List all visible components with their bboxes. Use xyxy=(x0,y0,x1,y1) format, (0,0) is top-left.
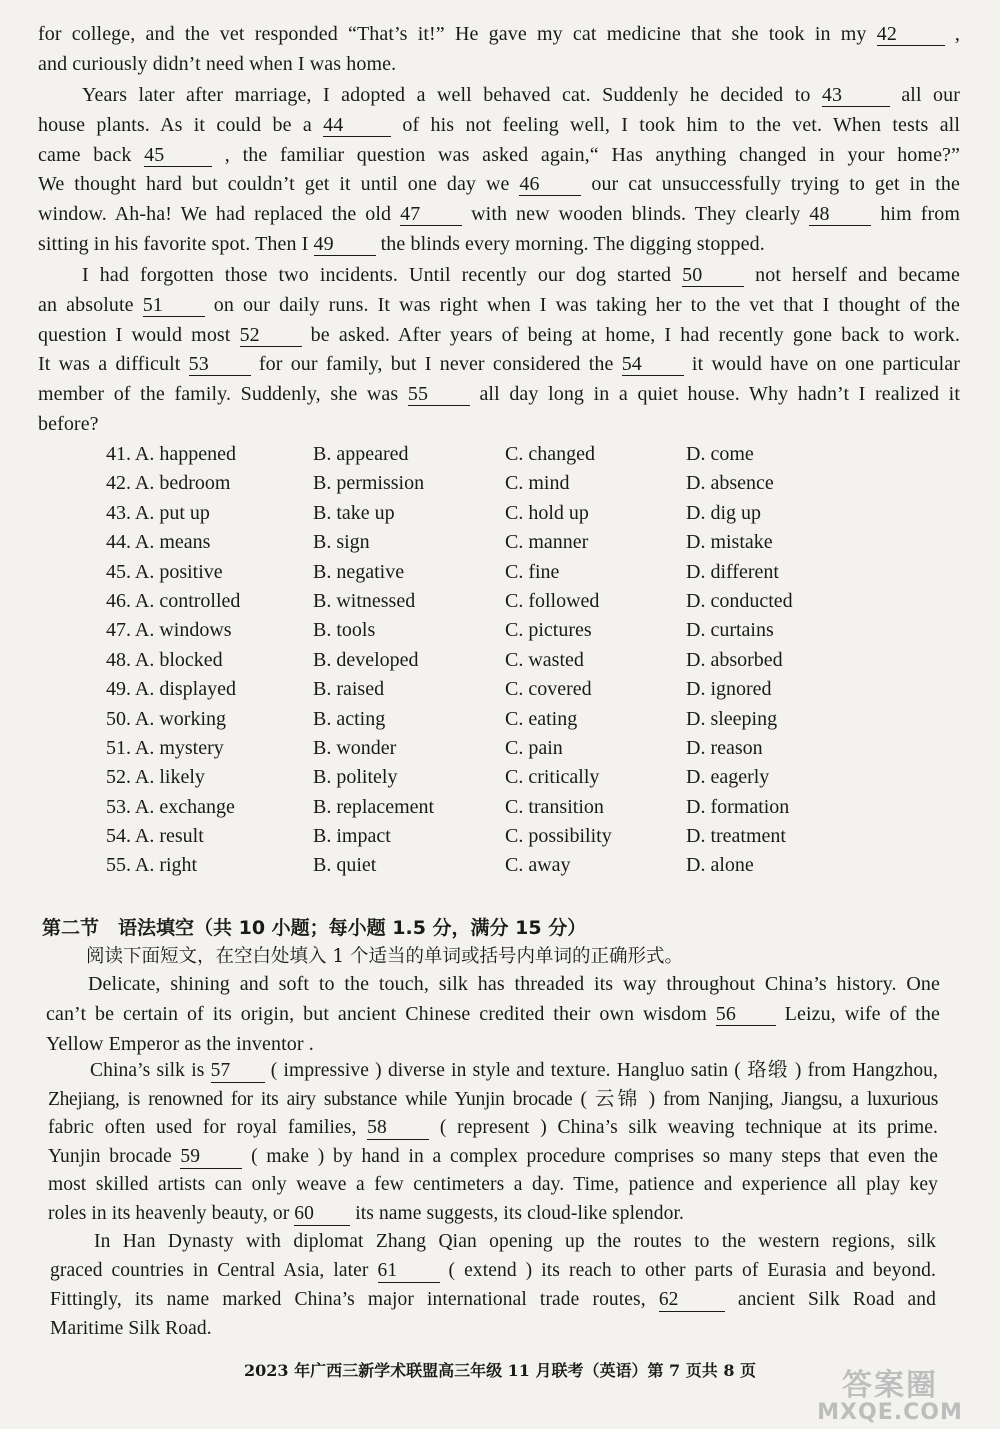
blank-47: 47 xyxy=(400,203,462,226)
text-line: Yunjin brocade 59 ( make ) by hand in a complex procedure comprises so many steps that even the xyxy=(48,1145,938,1167)
blank-50: 50 xyxy=(682,264,744,287)
blank-59: 59 xyxy=(180,1146,242,1169)
blank-54: 54 xyxy=(622,353,684,376)
text-line: can’t be certain of its origin, but ancient Chinese credited their own wisdom 56 Leizu, wife of the xyxy=(46,1002,940,1025)
option-row-43: 43. A. put up B. take up C. hold up D. dig up xyxy=(106,501,761,524)
blank-61: 61 xyxy=(378,1260,440,1283)
option-row-54: 54. A. result B. impact C. possibility D. treatment xyxy=(106,825,786,848)
grammar-paragraph-1 xyxy=(46,970,940,1059)
text-line: an absolute 51 on our daily runs. It was right when I was taking her to the vet that I thought of the xyxy=(38,293,960,316)
text-line: roles in its heavenly beauty, or 60 its name suggests, its cloud-like splendor. xyxy=(48,1202,684,1224)
answer-options-table xyxy=(106,443,966,884)
grammar-paragraph-3 xyxy=(50,1227,936,1343)
option-row-41: 41. A. happened B. appeared C. changed D. come xyxy=(106,443,754,465)
text-line: Years later after marriage, I adopted a well behaved cat. Suddenly he decided to 43 all our xyxy=(82,84,960,106)
text-line: and curiously didn’t need when I was home. xyxy=(38,52,397,75)
text-line: house plants. As it could be a 44 of his not feeling well, I took him to the vet. When tests all xyxy=(38,113,960,136)
option-row-44: 44. A. means B. sign C. manner D. mistake xyxy=(106,531,773,554)
blank-45: 45 xyxy=(144,144,212,167)
blank-51: 51 xyxy=(143,294,205,317)
option-row-47: 47. A. windows B. tools C. pictures D. curtains xyxy=(106,619,774,642)
option-row-53: 53. A. exchange B. replacement C. transition D. formation xyxy=(106,795,790,818)
text-line: Zhejiang, is renowned for its airy substance while Yunjin brocade ( 云锦 ) from Nanjing, Jiangsu, a luxurious xyxy=(48,1088,938,1110)
text-line: I had forgotten those two incidents. Until recently our dog started 50 not herself and became xyxy=(82,264,960,286)
text-line: for college, and the vet responded “That’s it!” He gave my cat medicine that she took in my 42 , xyxy=(38,23,960,45)
option-row-50: 50. A. working B. acting C. eating D. sleeping xyxy=(106,707,778,730)
watermark-logo xyxy=(800,1360,980,1425)
grammar-paragraph-2 xyxy=(48,1057,938,1228)
option-row-46: 46. A. controlled B. witnessed C. followed D. conducted xyxy=(106,589,793,612)
option-row-51: 51. A. mystery B. wonder C. pain D. reason xyxy=(106,736,763,759)
text-line: most skilled artists can only weave a few centimeters a day. Time, patience and experience all play key xyxy=(48,1174,938,1195)
text-line: member of the family. Suddenly, she was 55 all day long in a quiet house. Why hadn’t I realized it xyxy=(38,383,960,406)
passage-paragraph-3 xyxy=(38,261,960,440)
option-row-45: 45. A. positive B. negative C. fine D. different xyxy=(106,560,779,583)
option-row-42: 42. A. bedroom B. permission C. mind D. absence xyxy=(106,472,774,495)
text-line: In Han Dynasty with diplomat Zhang Qian opening up the routes to the western regions, silk xyxy=(94,1231,936,1252)
text-line: Fittingly, its name marked China’s major international trade routes, 62 ancient Silk Road and xyxy=(50,1289,937,1310)
blank-55: 55 xyxy=(408,383,470,406)
section-title: 第二节 语法填空（共 10 小题；每小题 1.5 分，满分 15 分） xyxy=(42,917,587,939)
option-row-52: 52. A. likely B. politely C. critically D. eagerly xyxy=(106,766,770,789)
option-row-49: 49. A. displayed B. raised C. covered D. ignored xyxy=(106,678,772,701)
blank-53: 53 xyxy=(189,353,251,376)
blank-56: 56 xyxy=(716,1003,776,1026)
text-line: sitting in his favorite spot. Then I 49 the blinds every morning. The digging stopped. xyxy=(38,232,765,255)
blank-42: 42 xyxy=(877,23,945,46)
text-line: China’s silk is 57 ( impressive ) diverse in style and texture. Hangluo satin ( 珞缎 ) from Hangzhou, xyxy=(90,1060,938,1081)
text-line: fabric often used for royal families, 58 ( represent ) China’s silk weaving technique at its prime. xyxy=(48,1117,938,1138)
blank-62: 62 xyxy=(659,1289,725,1312)
page-footer: 2023 年广西三新学术联盟高三年级 11 月联考（英语）第 7 页共 8 页 xyxy=(243,1361,757,1380)
text-line: window. Ah-ha! We had replaced the old 47 with new wooden blinds. They clearly 48 him from xyxy=(38,203,960,226)
blank-48: 48 xyxy=(809,203,871,226)
blank-52: 52 xyxy=(240,324,302,347)
blank-58: 58 xyxy=(367,1117,429,1140)
text-line: Delicate, shining and soft to the touch, silk has threaded its way throughout China’s history. One xyxy=(88,973,940,995)
blank-49: 49 xyxy=(314,233,376,256)
blank-44: 44 xyxy=(323,114,391,137)
blank-46: 46 xyxy=(519,173,581,196)
text-line: question I would most 52 be asked. After years of being at home, I had recently gone back to work. xyxy=(38,323,960,346)
text-line: Yellow Emperor as the inventor . xyxy=(46,1032,314,1055)
text-line: We thought hard but couldn’t get it until one day we 46 our cat unsuccessfully trying to get in the xyxy=(38,173,960,196)
text-line: graced countries in Central Asia, later 61 ( extend ) its reach to other parts of Eurasia and beyond. xyxy=(50,1260,936,1281)
watermark-url: MXQE.COM xyxy=(817,1400,963,1425)
text-line: Maritime Silk Road. xyxy=(50,1318,212,1339)
passage-paragraph-1 xyxy=(38,20,960,80)
passage-paragraph-2 xyxy=(38,81,960,260)
blank-60: 60 xyxy=(294,1203,350,1226)
option-row-55: 55. A. right B. quiet C. away D. alone xyxy=(106,854,754,877)
text-line: before? xyxy=(38,412,99,435)
text-line: It was a difficult 53 for our family, but I never considered the 54 it would have on one particular xyxy=(38,353,960,376)
blank-43: 43 xyxy=(822,84,890,107)
option-row-48: 48. A. blocked B. developed C. wasted D. absorbed xyxy=(106,648,783,671)
watermark-logo-text: 答案圈 xyxy=(842,1368,938,1403)
section-instruction: 阅读下面短文，在空白处填入 1 个适当的单词或括号内单词的正确形式。 xyxy=(86,946,684,967)
text-line: came back 45 , the familiar question was asked again,“ Has anything changed in your home?” xyxy=(38,143,960,166)
blank-57: 57 xyxy=(211,1060,265,1083)
